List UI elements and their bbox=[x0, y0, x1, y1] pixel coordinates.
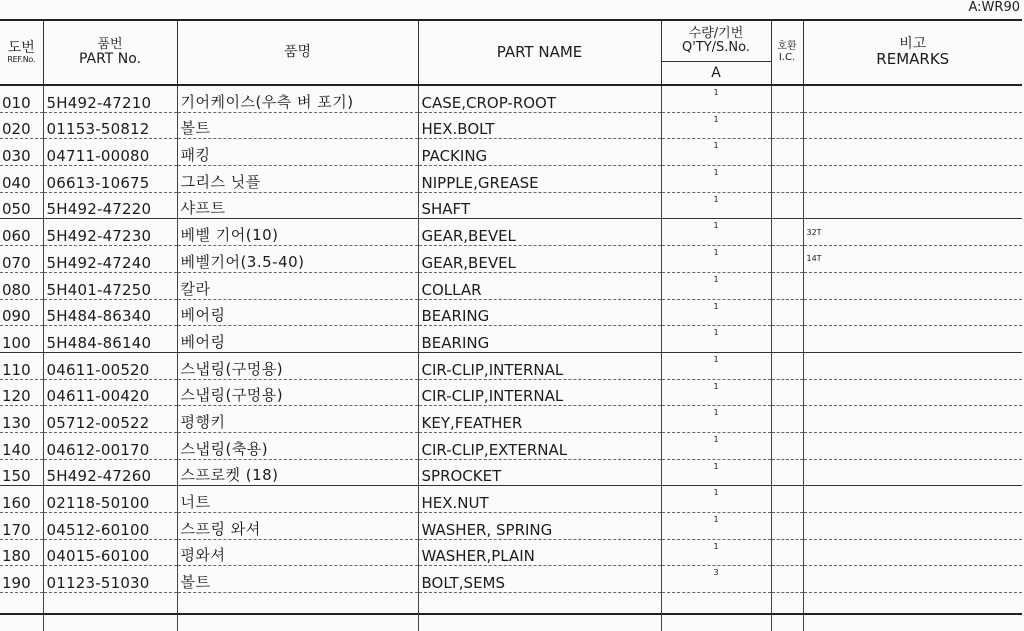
ref-no-cell: 060 bbox=[0, 219, 43, 246]
empty-cell bbox=[418, 593, 661, 615]
part-name-cell: CIR-CLIP,INTERNAL bbox=[418, 352, 661, 379]
table-row bbox=[0, 566, 1022, 593]
ic-cell bbox=[771, 112, 803, 139]
part-no-cell: 04015-60100 bbox=[43, 539, 177, 566]
ic-cell bbox=[771, 299, 803, 326]
quantity-cell: 1 bbox=[661, 112, 771, 139]
ref-no-cell: 030 bbox=[0, 139, 43, 166]
quantity-cell: 1 bbox=[661, 219, 771, 246]
empty-row bbox=[0, 614, 1022, 631]
ic-cell bbox=[771, 539, 803, 566]
korean-name-cell: 스냅링(구멍용) bbox=[177, 352, 418, 379]
part-no-cell: 5H492-47240 bbox=[43, 246, 177, 273]
korean-name-cell: 볼트 bbox=[177, 112, 418, 139]
ic-cell bbox=[771, 486, 803, 513]
quantity-header-eng: Q'TY/S.No. bbox=[681, 40, 751, 55]
quantity-cell: 3 bbox=[661, 566, 771, 593]
ref-no-header-kor: 도번 bbox=[7, 39, 35, 56]
ref-no-cell: 080 bbox=[0, 272, 43, 299]
table-row bbox=[0, 219, 1022, 246]
ref-no-header-eng: REF.No. bbox=[7, 54, 36, 64]
korean-name-cell: 너트 bbox=[177, 486, 418, 513]
korean-name-cell: 평행키 bbox=[177, 406, 418, 433]
part-name-cell: SHAFT bbox=[418, 192, 661, 219]
table-row bbox=[0, 192, 1022, 219]
ic-cell bbox=[771, 406, 803, 433]
quantity-cell: 1 bbox=[661, 352, 771, 379]
table-row bbox=[0, 513, 1022, 540]
remarks-cell bbox=[803, 299, 1022, 326]
remarks-cell bbox=[803, 513, 1022, 540]
empty-cell bbox=[177, 614, 418, 631]
ic-cell bbox=[771, 513, 803, 540]
part-name-cell: WASHER,PLAIN bbox=[418, 539, 661, 566]
part-no-header bbox=[43, 20, 177, 85]
quantity-cell: 1 bbox=[661, 379, 771, 406]
part-name-cell: COLLAR bbox=[418, 272, 661, 299]
ref-no-cell: 130 bbox=[0, 406, 43, 433]
table-row bbox=[0, 406, 1022, 433]
ref-no-cell: 110 bbox=[0, 352, 43, 379]
ref-no-cell: 050 bbox=[0, 192, 43, 219]
empty-cell bbox=[661, 614, 771, 631]
ic-cell bbox=[771, 166, 803, 193]
part-no-cell: 04611-00420 bbox=[43, 379, 177, 406]
table-row bbox=[0, 272, 1022, 299]
part-name-cell: GEAR,BEVEL bbox=[418, 219, 661, 246]
header-row bbox=[0, 20, 1022, 85]
ic-cell bbox=[771, 85, 803, 112]
korean-name-cell: 평와셔 bbox=[177, 539, 418, 566]
remarks-cell: 32T bbox=[803, 219, 1022, 246]
table-row bbox=[0, 352, 1022, 379]
korean-name-header: 품명 bbox=[177, 20, 418, 85]
ref-no-header bbox=[0, 20, 43, 85]
quantity-cell: 1 bbox=[661, 459, 771, 486]
empty-cell bbox=[803, 593, 1022, 615]
ic-cell bbox=[771, 379, 803, 406]
quantity-cell: 1 bbox=[661, 139, 771, 166]
parts-table bbox=[0, 19, 1022, 631]
table-row bbox=[0, 246, 1022, 273]
remarks-header bbox=[803, 20, 1022, 85]
korean-name-cell: 스프로켓 (18) bbox=[177, 459, 418, 486]
remarks-cell bbox=[803, 326, 1022, 353]
part-no-cell: 02118-50100 bbox=[43, 486, 177, 513]
quantity-cell: 1 bbox=[661, 299, 771, 326]
quantity-cell: 1 bbox=[661, 272, 771, 299]
model-code: A:WR90 bbox=[968, 0, 1020, 15]
part-no-cell: 04512-60100 bbox=[43, 513, 177, 540]
ref-no-cell: 070 bbox=[0, 246, 43, 273]
korean-name-cell: 스냅링(축용) bbox=[177, 432, 418, 459]
empty-cell bbox=[177, 593, 418, 615]
remarks-cell bbox=[803, 379, 1022, 406]
part-name-cell: BEARING bbox=[418, 299, 661, 326]
ic-header-eng: I.C. bbox=[778, 51, 796, 63]
ref-no-cell: 180 bbox=[0, 539, 43, 566]
empty-row bbox=[0, 593, 1022, 615]
part-no-cell: 5H492-47230 bbox=[43, 219, 177, 246]
table-row bbox=[0, 166, 1022, 193]
part-no-cell: 5H492-47260 bbox=[43, 459, 177, 486]
remarks-cell bbox=[803, 139, 1022, 166]
empty-cell bbox=[43, 614, 177, 631]
table-row bbox=[0, 139, 1022, 166]
ic-cell bbox=[771, 272, 803, 299]
ref-no-cell: 150 bbox=[0, 459, 43, 486]
ic-cell bbox=[771, 352, 803, 379]
table-row bbox=[0, 432, 1022, 459]
korean-name-cell: 샤프트 bbox=[177, 192, 418, 219]
part-no-header-eng: PART No. bbox=[78, 50, 142, 67]
korean-name-cell: 베어링 bbox=[177, 299, 418, 326]
remarks-cell bbox=[803, 272, 1022, 299]
quantity-cell: 1 bbox=[661, 85, 771, 112]
remarks-header-eng: REMARKS bbox=[876, 49, 950, 68]
remarks-cell bbox=[803, 166, 1022, 193]
ref-no-cell: 160 bbox=[0, 486, 43, 513]
ic-header bbox=[771, 20, 803, 85]
part-name-cell: PACKING bbox=[418, 139, 661, 166]
part-name-cell: BEARING bbox=[418, 326, 661, 353]
ref-no-cell: 190 bbox=[0, 566, 43, 593]
remarks-cell bbox=[803, 566, 1022, 593]
part-no-cell: 04611-00520 bbox=[43, 352, 177, 379]
quantity-cell: 1 bbox=[661, 326, 771, 353]
ic-cell bbox=[771, 566, 803, 593]
quantity-cell: 1 bbox=[661, 539, 771, 566]
quantity-cell: 1 bbox=[661, 432, 771, 459]
part-no-cell: 06613-10675 bbox=[43, 166, 177, 193]
remarks-cell bbox=[803, 539, 1022, 566]
empty-cell bbox=[771, 614, 803, 631]
ref-no-cell: 140 bbox=[0, 432, 43, 459]
empty-cell bbox=[771, 593, 803, 615]
table-row bbox=[0, 112, 1022, 139]
ref-no-cell: 010 bbox=[0, 85, 43, 112]
empty-cell bbox=[661, 593, 771, 615]
part-no-cell: 5H492-47220 bbox=[43, 192, 177, 219]
part-no-cell: 5H484-86340 bbox=[43, 299, 177, 326]
part-name-cell: NIPPLE,GREASE bbox=[418, 166, 661, 193]
quantity-cell: 1 bbox=[661, 486, 771, 513]
remarks-header-kor: 비고 bbox=[899, 36, 927, 53]
empty-cell bbox=[43, 593, 177, 615]
quantity-cell: 1 bbox=[661, 406, 771, 433]
ic-cell bbox=[771, 326, 803, 353]
ic-cell bbox=[771, 219, 803, 246]
ref-no-cell: 170 bbox=[0, 513, 43, 540]
remarks-cell bbox=[803, 432, 1022, 459]
part-no-cell: 01123-51030 bbox=[43, 566, 177, 593]
quantity-header-model: A bbox=[711, 64, 721, 81]
table-row bbox=[0, 379, 1022, 406]
quantity-cell: 1 bbox=[661, 166, 771, 193]
ref-no-cell: 120 bbox=[0, 379, 43, 406]
part-no-cell: 04711-00080 bbox=[43, 139, 177, 166]
ic-cell bbox=[771, 192, 803, 219]
quantity-cell: 1 bbox=[661, 513, 771, 540]
korean-name-cell: 패킹 bbox=[177, 139, 418, 166]
ref-no-cell: 090 bbox=[0, 299, 43, 326]
korean-name-cell: 볼트 bbox=[177, 566, 418, 593]
part-name-cell: CIR-CLIP,EXTERNAL bbox=[418, 432, 661, 459]
part-name-cell: KEY,FEATHER bbox=[418, 406, 661, 433]
remarks-cell: 14T bbox=[803, 246, 1022, 273]
remarks-cell bbox=[803, 406, 1022, 433]
ic-cell bbox=[771, 459, 803, 486]
remarks-cell bbox=[803, 112, 1022, 139]
korean-name-cell: 베벨기어(3.5-40) bbox=[177, 246, 418, 273]
table-row bbox=[0, 486, 1022, 513]
part-no-cell: 5H484-86140 bbox=[43, 326, 177, 353]
remarks-cell bbox=[803, 459, 1022, 486]
ic-cell bbox=[771, 246, 803, 273]
part-name-cell: CIR-CLIP,INTERNAL bbox=[418, 379, 661, 406]
table-row bbox=[0, 326, 1022, 353]
part-name-cell: HEX.BOLT bbox=[418, 112, 661, 139]
part-name-cell: WASHER, SPRING bbox=[418, 513, 661, 540]
korean-name-cell: 스냅링(구멍용) bbox=[177, 379, 418, 406]
ref-no-cell: 040 bbox=[0, 166, 43, 193]
table-row bbox=[0, 459, 1022, 486]
part-no-cell: 04612-00170 bbox=[43, 432, 177, 459]
korean-name-cell: 칼라 bbox=[177, 272, 418, 299]
ref-no-cell: 020 bbox=[0, 112, 43, 139]
part-name-cell: HEX.NUT bbox=[418, 486, 661, 513]
parts-list bbox=[0, 85, 1022, 631]
ic-header-kor: 호환 bbox=[777, 41, 797, 52]
remarks-cell bbox=[803, 352, 1022, 379]
table-row bbox=[0, 85, 1022, 112]
quantity-header bbox=[661, 20, 771, 85]
ic-cell bbox=[771, 432, 803, 459]
part-name-cell: SPROCKET bbox=[418, 459, 661, 486]
table-row bbox=[0, 299, 1022, 326]
quantity-cell: 1 bbox=[661, 246, 771, 273]
remarks-cell bbox=[803, 85, 1022, 112]
part-no-cell: 5H401-47250 bbox=[43, 272, 177, 299]
quantity-header-kor: 수량/기번 bbox=[688, 26, 744, 42]
ref-no-cell: 100 bbox=[0, 326, 43, 353]
part-name-cell: CASE,CROP-ROOT bbox=[418, 85, 661, 112]
part-no-header-kor: 품번 bbox=[97, 37, 123, 53]
empty-cell bbox=[803, 614, 1022, 631]
korean-name-cell: 그리스 닛플 bbox=[177, 166, 418, 193]
part-no-cell: 05712-00522 bbox=[43, 406, 177, 433]
korean-name-cell: 스프링 와셔 bbox=[177, 513, 418, 540]
part-name-cell: GEAR,BEVEL bbox=[418, 246, 661, 273]
empty-cell bbox=[0, 593, 43, 615]
ic-cell bbox=[771, 139, 803, 166]
part-name-header: PART NAME bbox=[418, 20, 661, 85]
part-no-cell: 01153-50812 bbox=[43, 112, 177, 139]
part-no-cell: 5H492-47210 bbox=[43, 85, 177, 112]
part-name-cell: BOLT,SEMS bbox=[418, 566, 661, 593]
korean-name-cell: 베벨 기어(10) bbox=[177, 219, 418, 246]
empty-cell bbox=[418, 614, 661, 631]
quantity-cell: 1 bbox=[661, 192, 771, 219]
remarks-cell bbox=[803, 192, 1022, 219]
korean-name-cell: 기어케이스(우측 벼 포기) bbox=[177, 85, 418, 112]
korean-name-cell: 베어링 bbox=[177, 326, 418, 353]
table-row bbox=[0, 539, 1022, 566]
empty-cell bbox=[0, 614, 43, 631]
remarks-cell bbox=[803, 486, 1022, 513]
